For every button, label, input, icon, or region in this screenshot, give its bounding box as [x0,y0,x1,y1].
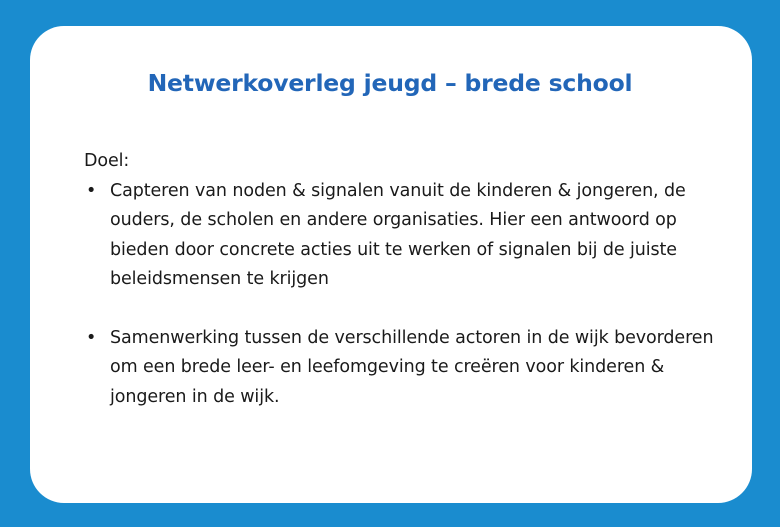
bullet-item [84,177,724,295]
bullet-list [84,177,724,413]
bullet-icon: • [86,327,97,348]
bullet-item [84,324,724,413]
bullet-icon: • [86,180,97,201]
slide-title: Netwerkoverleg jeugd – brede school [147,69,633,97]
bullet-text: Capteren van noden & signalen vanuit de kinderen & jongeren, de ouders, de scholen en andere organisaties. Hier een antwoord op bieden door concrete acties uit te werken of signalen bij de juiste beleidsmensen te krijgen [110,180,686,289]
bullet-text: Samenwerking tussen de verschillende actoren in de wijk bevorderen om een brede leer- en leefomgeving te creëren voor kinderen & jongeren in de wijk. [110,327,714,407]
doel-label: Doel: [84,151,130,171]
slide-body [84,147,724,412]
